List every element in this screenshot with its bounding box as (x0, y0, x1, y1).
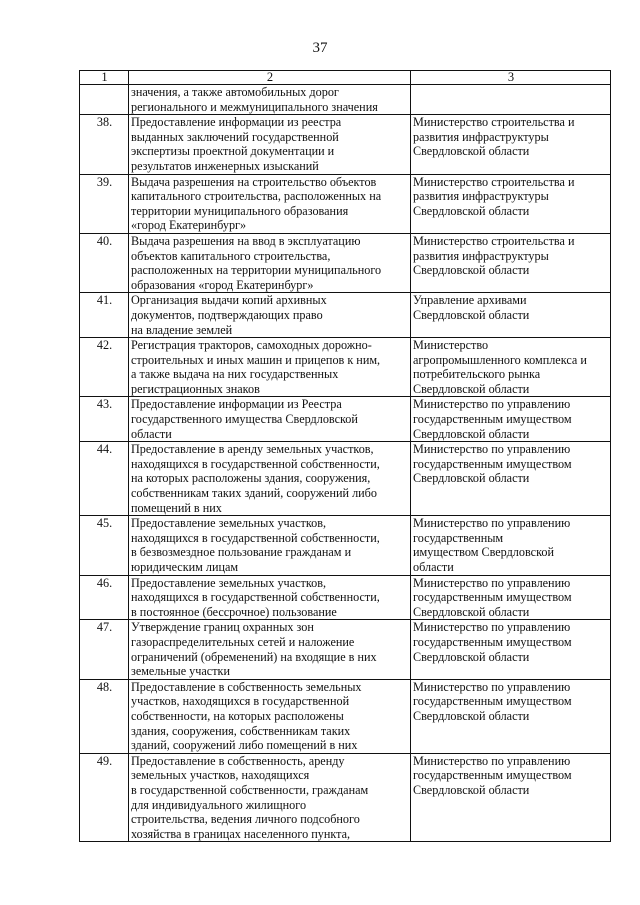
service-name-line: Предоставление информации из реестра (131, 115, 342, 130)
responsible-authority-line: Свердловской области (413, 782, 530, 797)
service-name-line: Предоставление в собственность, аренду (131, 753, 345, 768)
row-number (80, 233, 129, 292)
header-col-3: 3 (411, 71, 611, 85)
service-name-line: расположенных на территории муниципального (131, 263, 382, 278)
row-number (80, 174, 129, 233)
services-table (79, 70, 611, 842)
service-name-line: области (131, 426, 172, 441)
row-number-line: 44. (96, 442, 113, 457)
responsible-authority (411, 575, 611, 620)
service-name-line: земельных участков, находящихся (131, 768, 310, 783)
service-name-line: документов, подтверждающих право (131, 307, 323, 322)
responsible-authority-line: Свердловской области (413, 263, 530, 278)
service-name-line: государственного имущества Свердловской (131, 412, 358, 427)
service-name (129, 115, 411, 174)
responsible-authority (411, 233, 611, 292)
responsible-authority-line: Министерство строительства и (413, 174, 575, 189)
service-name-line: значения, а также автомобильных дорог (131, 85, 339, 99)
services-table-body (80, 71, 611, 842)
responsible-authority-line: агропромышленного комплекса и (413, 352, 587, 367)
table-row (80, 442, 611, 516)
responsible-authority (411, 620, 611, 679)
responsible-authority-line: Министерство по управлению (413, 753, 571, 768)
service-name-line: выданных заключений государственной (131, 129, 339, 144)
responsible-authority (411, 679, 611, 753)
responsible-authority-line: потребительского рынка (413, 367, 541, 382)
table-row (80, 115, 611, 174)
service-name-line: помещений в них (131, 500, 222, 515)
service-name-line: газораспределительных сетей и наложение (131, 634, 355, 649)
service-name-line: для индивидуального жилищного (131, 797, 307, 812)
table-row (80, 516, 611, 575)
service-name (129, 174, 411, 233)
row-number (80, 115, 129, 174)
responsible-authority-line: развития инфраструктуры (413, 129, 549, 144)
service-name-line: в государственной собственности, гражданам (131, 782, 369, 797)
responsible-authority-line: Свердловской области (413, 144, 530, 159)
row-number (80, 575, 129, 620)
responsible-authority-line: Министерство строительства и (413, 233, 575, 248)
responsible-authority-line: развития инфраструктуры (413, 248, 549, 263)
responsible-authority-line: государственным имуществом (413, 694, 572, 709)
service-name-line: строительных и иных машин и прицепов к ним, (131, 352, 381, 367)
responsible-authority-line: Министерство по управлению (413, 679, 571, 694)
service-name (129, 338, 411, 397)
service-name-line: на которых расположены здания, сооружения, (131, 471, 371, 486)
row-number-line: 39. (96, 174, 113, 189)
row-number-line: 40. (96, 233, 113, 248)
row-number (80, 442, 129, 516)
row-number-line: 48. (96, 679, 113, 694)
responsible-authority (411, 397, 611, 442)
row-number-line: 42. (96, 338, 113, 353)
service-name-line: объектов капитального строительства, (131, 248, 331, 263)
row-number (80, 293, 129, 338)
service-name (129, 442, 411, 516)
service-name-line: Выдача разрешения на строительство объектов (131, 174, 377, 189)
responsible-authority-line: Министерство по управлению (413, 397, 571, 412)
responsible-authority-line: Министерство по управлению (413, 620, 571, 635)
service-name-line: хозяйства в границах населенного пункта, (131, 826, 351, 841)
row-number-line: 46. (96, 575, 113, 590)
service-name (129, 575, 411, 620)
service-name (129, 293, 411, 338)
table-row (80, 397, 611, 442)
service-name-line: Регистрация тракторов, самоходных дорожно- (131, 338, 372, 353)
responsible-authority (411, 174, 611, 233)
row-number-line: 38. (96, 115, 113, 130)
service-name (129, 620, 411, 679)
row-number-line: 45. (96, 516, 113, 531)
service-name-line: в безвозмездное пользование гражданам и (131, 545, 352, 560)
responsible-authority-line: государственным имуществом (413, 456, 572, 471)
service-name (129, 679, 411, 753)
responsible-authority-line: государственным имуществом (413, 768, 572, 783)
responsible-authority-line: Свердловской области (413, 203, 530, 218)
service-name-line: регистрационных знаков (131, 381, 260, 396)
responsible-authority-line: Свердловской области (413, 471, 530, 486)
row-number-line: 49. (96, 753, 113, 768)
responsible-authority-line: Управление архивами (413, 293, 527, 308)
table-header-row (80, 71, 611, 85)
service-name-line: находящихся в государственной собственности, (131, 530, 380, 545)
responsible-authority (411, 85, 611, 115)
table-row (80, 753, 611, 842)
table-row (80, 174, 611, 233)
responsible-authority-line: государственным имуществом (413, 412, 572, 427)
continuation-row (80, 85, 611, 115)
service-name-line: ограничений (обременений) на входящие в них (131, 649, 377, 664)
service-name-line: строительства, ведения личного подсобного (131, 812, 360, 827)
service-name-line: участков, находящихся в государственной (131, 694, 350, 709)
service-name-line: капитального строительства, расположенных на (131, 189, 382, 204)
service-name-line: территории муниципального образования (131, 203, 349, 218)
service-name-line: находящихся в государственной собственности, (131, 590, 380, 605)
table-row (80, 233, 611, 292)
row-number (80, 679, 129, 753)
responsible-authority (411, 293, 611, 338)
service-name-line: собственникам таких зданий, сооружений либо (131, 486, 377, 501)
service-name-line: а также выдача на них государственных (131, 367, 339, 382)
service-name (129, 397, 411, 442)
row-number (80, 516, 129, 575)
header-col-2: 2 (129, 71, 411, 85)
row-number (80, 753, 129, 842)
table-row (80, 293, 611, 338)
service-name-line: Предоставление в аренду земельных участков, (131, 442, 374, 457)
service-name-line: в постоянное (бессрочное) пользование (131, 604, 337, 619)
service-name-line: Предоставление земельных участков, (131, 516, 327, 531)
service-name-line: Предоставление информации из Реестра (131, 397, 342, 412)
row-number (80, 338, 129, 397)
responsible-authority-line: государственным имуществом (413, 590, 572, 605)
responsible-authority-line: имуществом Свердловской (413, 545, 554, 560)
service-name-line: «город Екатеринбург» (131, 218, 247, 233)
responsible-authority-line: Министерство строительства и (413, 115, 575, 130)
responsible-authority-line: развития инфраструктуры (413, 189, 549, 204)
service-name-line: Организация выдачи копий архивных (131, 293, 327, 308)
row-number (80, 85, 129, 115)
responsible-authority-line: Свердловской области (413, 307, 530, 322)
service-name (129, 233, 411, 292)
responsible-authority-line: области (413, 560, 454, 574)
responsible-authority (411, 516, 611, 575)
responsible-authority-line: государственным имуществом (413, 634, 572, 649)
service-name-line: юридическим лицам (131, 560, 239, 574)
row-number (80, 397, 129, 442)
responsible-authority (411, 442, 611, 516)
service-name-line: Предоставление в собственность земельных (131, 679, 362, 694)
header-col-1: 1 (80, 71, 129, 85)
service-name-line: экспертизы проектной документации и (131, 144, 335, 159)
table-row (80, 620, 611, 679)
responsible-authority-line: Свердловской области (413, 604, 530, 619)
service-name-line: Предоставление земельных участков, (131, 575, 327, 590)
responsible-authority-line: Свердловской области (413, 381, 530, 396)
service-name-line: Выдача разрешения на ввод в эксплуатацию (131, 233, 361, 248)
row-number (80, 620, 129, 679)
responsible-authority (411, 753, 611, 842)
service-name-line: регионального и межмуниципального значения (131, 99, 378, 114)
table-row (80, 679, 611, 753)
service-name (129, 85, 411, 115)
responsible-authority-line: Свердловской области (413, 649, 530, 664)
responsible-authority-line: Министерство (413, 338, 489, 353)
table-row (80, 575, 611, 620)
service-name-line: результатов инженерных изысканий (131, 158, 319, 173)
service-name-line: Утверждение границ охранных зон (131, 620, 314, 635)
row-number-line: 43. (96, 397, 113, 412)
page-number: 37 (312, 40, 328, 56)
service-name (129, 516, 411, 575)
table-row (80, 338, 611, 397)
row-number-line: 47. (96, 620, 113, 635)
row-number-line: 41. (96, 293, 113, 308)
responsible-authority-line: Свердловской области (413, 426, 530, 441)
responsible-authority-line: Свердловской области (413, 708, 530, 723)
responsible-authority-line: Министерство по управлению (413, 575, 571, 590)
responsible-authority-line: Министерство по управлению (413, 516, 571, 531)
service-name-line: образования «город Екатеринбург» (131, 277, 314, 292)
responsible-authority (411, 338, 611, 397)
service-name (129, 753, 411, 842)
service-name-line: находящихся в государственной собственности, (131, 456, 380, 471)
service-name-line: на владение землей (131, 322, 233, 337)
service-name-line: здания, сооружения, собственникам таких (131, 723, 351, 738)
responsible-authority (411, 115, 611, 174)
service-name-line: земельные участки (131, 664, 230, 679)
responsible-authority-line: государственным (413, 530, 504, 545)
responsible-authority-line: Министерство по управлению (413, 442, 571, 457)
service-name-line: зданий, сооружений либо помещений в них (131, 738, 358, 753)
service-name-line: собственности, на которых расположены (131, 708, 344, 723)
